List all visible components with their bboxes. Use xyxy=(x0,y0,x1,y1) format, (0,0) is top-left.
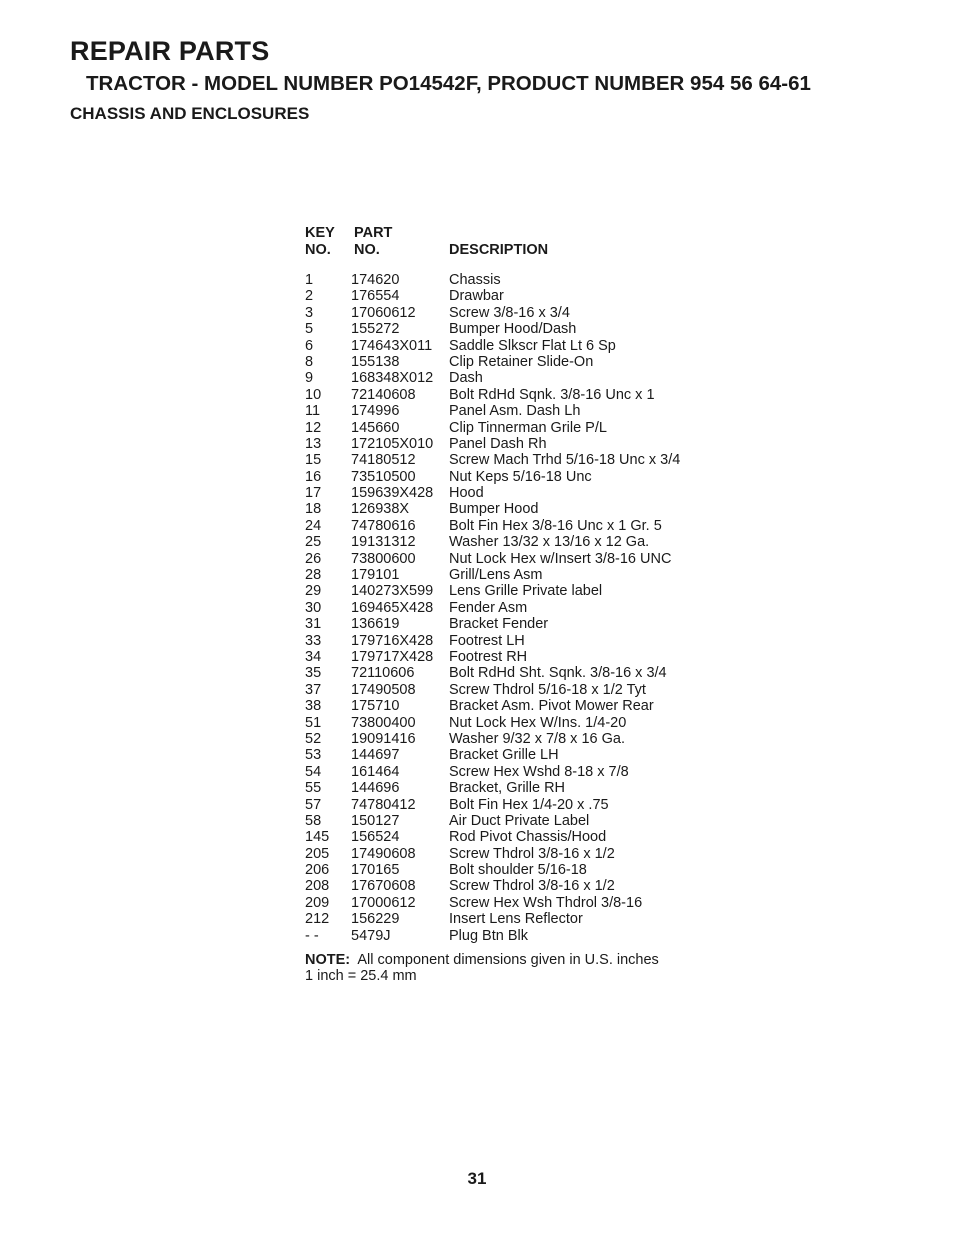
table-row xyxy=(305,338,725,354)
description-cell: Screw Thdrol 5/16-18 x 1/2 Tyt xyxy=(449,681,646,698)
description-cell: Footrest LH xyxy=(449,632,525,649)
table-row xyxy=(305,731,725,747)
table-row xyxy=(305,305,725,321)
part-number-cell: 17490608 xyxy=(351,845,416,862)
part-number-cell: 74780616 xyxy=(351,517,416,534)
key-cell: 5 xyxy=(305,321,314,338)
description-cell: Bolt shoulder 5/16-18 xyxy=(449,862,587,879)
table-row xyxy=(305,846,725,862)
table-row xyxy=(305,387,725,403)
table-row xyxy=(305,878,725,894)
description-cell: Dash xyxy=(449,370,483,387)
description-cell: Footrest RH xyxy=(449,648,528,665)
part-number-cell: 168348X012 xyxy=(351,370,434,387)
table-row xyxy=(305,633,725,649)
parts-table xyxy=(305,225,725,944)
table-row xyxy=(305,551,725,567)
key-cell: 38 xyxy=(305,698,322,715)
key-header-line2: NO. xyxy=(305,242,331,258)
key-cell: 206 xyxy=(305,862,330,879)
part-number-cell: 72140608 xyxy=(351,386,416,403)
key-cell: 145 xyxy=(305,829,330,846)
part-number-cell: 161464 xyxy=(351,763,400,780)
description-cell: Screw Thdrol 3/8-16 x 1/2 xyxy=(449,845,615,862)
description-cell: Panel Dash Rh xyxy=(449,435,547,452)
description-cell: Screw Hex Wshd 8-18 x 7/8 xyxy=(449,763,629,780)
table-row xyxy=(305,354,725,370)
table-row xyxy=(305,600,725,616)
table-row xyxy=(305,485,725,501)
key-cell: 53 xyxy=(305,747,322,764)
table-row xyxy=(305,764,725,780)
section-title: CHASSIS AND ENCLOSURES xyxy=(70,104,310,123)
part-number-cell: 179101 xyxy=(351,567,400,584)
description-cell: Bumper Hood xyxy=(449,501,539,518)
description-cell: Saddle Slkscr Flat Lt 6 Sp xyxy=(449,337,616,354)
part-number-cell: 17670608 xyxy=(351,878,416,895)
key-cell: 15 xyxy=(305,452,322,469)
part-number-cell: 72110606 xyxy=(351,665,415,682)
description-cell: Lens Grille Private label xyxy=(449,583,603,600)
description-cell: Bolt RdHd Sqnk. 3/8-16 Unc x 1 xyxy=(449,386,655,403)
table-row xyxy=(305,780,725,796)
key-cell: 17 xyxy=(305,485,322,502)
description-cell: Bracket Grille LH xyxy=(449,747,559,764)
description-cell: Bracket Fender xyxy=(449,616,549,633)
part-number-cell: 17490508 xyxy=(351,681,416,698)
part-number-cell: 144696 xyxy=(351,780,400,797)
table-row xyxy=(305,583,725,599)
key-cell: 35 xyxy=(305,665,322,682)
description-cell: Screw 3/8-16 x 3/4 xyxy=(449,304,570,321)
key-cell: 13 xyxy=(305,435,322,452)
table-row xyxy=(305,616,725,632)
description-header: DESCRIPTION xyxy=(449,242,549,258)
key-cell: 6 xyxy=(305,337,314,354)
part-header-line1: PART xyxy=(354,225,393,241)
description-cell: Chassis xyxy=(449,272,501,288)
part-header-line2: NO. xyxy=(354,242,380,258)
description-cell: Clip Tinnerman Grile P/L xyxy=(449,419,607,436)
description-cell: Hood xyxy=(449,485,484,502)
table-row xyxy=(305,288,725,304)
table-row xyxy=(305,911,725,927)
part-number-cell: 175710 xyxy=(351,698,400,715)
description-cell: Grill/Lens Asm xyxy=(449,567,543,584)
description-cell: Bolt Fin Hex 3/8-16 Unc x 1 Gr. 5 xyxy=(449,517,662,534)
key-cell: 55 xyxy=(305,780,322,797)
key-cell: 26 xyxy=(305,550,322,567)
table-row xyxy=(305,518,725,534)
table-row xyxy=(305,715,725,731)
table-row xyxy=(305,272,725,288)
table-header xyxy=(305,225,725,272)
table-row xyxy=(305,862,725,878)
key-cell: 25 xyxy=(305,534,322,551)
description-cell: Screw Mach Trhd 5/16-18 Unc x 3/4 xyxy=(449,452,681,469)
table-row xyxy=(305,813,725,829)
page-title: REPAIR PARTS xyxy=(70,36,270,66)
table-row xyxy=(305,420,725,436)
key-cell: 16 xyxy=(305,468,322,485)
part-number-cell: 145660 xyxy=(351,419,400,436)
key-cell: 205 xyxy=(305,845,330,862)
part-number-cell: 73800600 xyxy=(351,550,416,567)
part-number-cell: 74180512 xyxy=(351,452,416,469)
table-row xyxy=(305,797,725,813)
description-cell: Nut Lock Hex W/Ins. 1/4-20 xyxy=(449,714,627,731)
table-row xyxy=(305,403,725,419)
part-number-cell: 174620 xyxy=(351,272,400,288)
part-number-cell: 174996 xyxy=(351,403,400,420)
table-row xyxy=(305,665,725,681)
key-cell: 18 xyxy=(305,501,322,518)
part-number-cell: 172105X010 xyxy=(351,435,434,452)
table-row xyxy=(305,682,725,698)
part-number-cell: 156229 xyxy=(351,911,400,928)
key-cell: - - xyxy=(305,927,319,944)
key-cell: 9 xyxy=(305,370,314,387)
part-number-cell: 17060612 xyxy=(351,304,416,321)
description-cell: Air Duct Private Label xyxy=(449,812,590,829)
part-number-cell: 169465X428 xyxy=(351,599,434,616)
description-cell: Washer 13/32 x 13/16 x 12 Ga. xyxy=(449,534,650,551)
part-number-cell: 176554 xyxy=(351,288,400,305)
key-cell: 24 xyxy=(305,517,322,534)
part-number-cell: 159639X428 xyxy=(351,485,434,502)
description-cell: Nut Keps 5/16-18 Unc xyxy=(449,468,592,485)
table-row xyxy=(305,501,725,517)
note-label: NOTE: xyxy=(305,952,351,968)
part-number-cell: 155272 xyxy=(351,321,400,338)
table-row xyxy=(305,321,725,337)
note xyxy=(305,952,659,984)
key-cell: 2 xyxy=(305,288,314,305)
table-row xyxy=(305,649,725,665)
key-cell: 51 xyxy=(305,714,322,731)
key-cell: 57 xyxy=(305,796,322,813)
part-number-cell: 156524 xyxy=(351,829,400,846)
description-cell: Insert Lens Reflector xyxy=(449,911,583,928)
table-row xyxy=(305,747,725,763)
part-number-cell: 179717X428 xyxy=(351,648,434,665)
note-text: All component dimensions given in U.S. inches xyxy=(350,952,659,968)
table-row xyxy=(305,452,725,468)
part-number-cell: 174643X011 xyxy=(351,337,433,354)
part-number-cell: 136619 xyxy=(351,616,400,633)
key-cell: 10 xyxy=(305,386,322,403)
key-cell: 12 xyxy=(305,419,322,436)
table-body xyxy=(305,272,725,944)
description-cell: Plug Btn Blk xyxy=(449,927,528,944)
description-cell: Bumper Hood/Dash xyxy=(449,321,577,338)
key-header-line1: KEY xyxy=(305,225,335,241)
description-cell: Bolt Fin Hex 1/4-20 x .75 xyxy=(449,796,609,813)
part-number-cell: 179716X428 xyxy=(351,632,434,649)
description-cell: Screw Thdrol 3/8-16 x 1/2 xyxy=(449,878,615,895)
table-row xyxy=(305,469,725,485)
key-cell: 33 xyxy=(305,632,322,649)
key-cell: 208 xyxy=(305,878,330,895)
key-cell: 212 xyxy=(305,911,330,928)
key-cell: 1 xyxy=(305,272,314,288)
part-number-cell: 126938X xyxy=(351,501,410,518)
description-cell: Fender Asm xyxy=(449,599,528,616)
description-cell: Bolt RdHd Sht. Sqnk. 3/8-16 x 3/4 xyxy=(449,665,667,682)
table-row xyxy=(305,928,725,944)
table-row xyxy=(305,829,725,845)
part-number-cell: 140273X599 xyxy=(351,583,434,600)
table-row xyxy=(305,436,725,452)
part-number-cell: 19131312 xyxy=(351,534,416,551)
part-number-cell: 73800400 xyxy=(351,714,416,731)
key-cell: 30 xyxy=(305,599,322,616)
key-cell: 11 xyxy=(305,403,321,420)
part-number-cell: 144697 xyxy=(351,747,400,764)
part-number-cell: 150127 xyxy=(351,812,400,829)
description-cell: Bracket, Grille RH xyxy=(449,780,566,797)
key-cell: 58 xyxy=(305,812,322,829)
table-row xyxy=(305,534,725,550)
part-number-cell: 5479J xyxy=(351,927,391,944)
key-cell: 8 xyxy=(305,353,314,370)
part-number-cell: 73510500 xyxy=(351,468,416,485)
key-cell: 54 xyxy=(305,763,322,780)
model-subtitle: TRACTOR - MODEL NUMBER PO14542F, PRODUCT NUMBER 954 56 64-61 xyxy=(86,72,811,95)
key-cell: 28 xyxy=(305,567,322,584)
key-cell: 34 xyxy=(305,648,322,665)
description-cell: Panel Asm. Dash Lh xyxy=(449,403,581,420)
description-cell: Rod Pivot Chassis/Hood xyxy=(449,829,607,846)
part-number-cell: 170165 xyxy=(351,862,400,879)
part-number-cell: 17000612 xyxy=(351,894,416,911)
key-cell: 3 xyxy=(305,304,314,321)
key-cell: 29 xyxy=(305,583,322,600)
description-cell: Drawbar xyxy=(449,288,504,305)
description-cell: Clip Retainer Slide-On xyxy=(449,353,594,370)
part-number-cell: 19091416 xyxy=(351,730,416,747)
description-cell: Screw Hex Wsh Thdrol 3/8-16 xyxy=(449,894,643,911)
table-row xyxy=(305,370,725,386)
table-row xyxy=(305,895,725,911)
description-cell: Washer 9/32 x 7/8 x 16 Ga. xyxy=(449,730,625,747)
table-row xyxy=(305,567,725,583)
table-row xyxy=(305,698,725,714)
note-conversion: 1 inch = 25.4 mm xyxy=(305,968,417,984)
part-number-cell: 74780412 xyxy=(351,796,416,813)
description-cell: Nut Lock Hex w/Insert 3/8-16 UNC xyxy=(449,550,672,567)
key-cell: 37 xyxy=(305,681,322,698)
key-cell: 209 xyxy=(305,894,330,911)
key-cell: 52 xyxy=(305,730,322,747)
part-number-cell: 155138 xyxy=(351,353,400,370)
key-cell: 31 xyxy=(305,616,322,633)
page-number: 31 xyxy=(467,1169,487,1188)
description-cell: Bracket Asm. Pivot Mower Rear xyxy=(449,698,654,715)
